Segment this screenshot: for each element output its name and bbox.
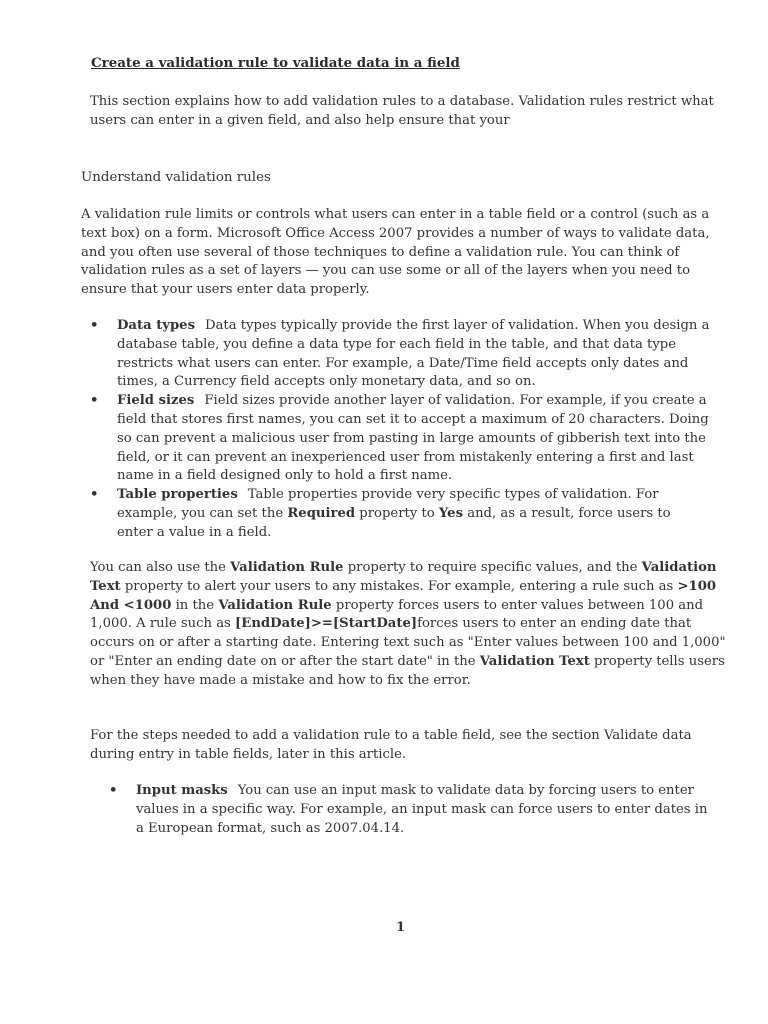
text-run: property to alert your users to any mistakes. For example, entering a rule such as: [124, 578, 674, 594]
page-number: 1: [396, 920, 406, 935]
text-run: property tells users when they have made a mistake and how to fix the error.: [90, 653, 725, 688]
input-masks-list: [109, 782, 719, 838]
list-item-field-sizes: [90, 392, 710, 486]
field-sizes-text: Field sizes provide another layer of validation. For example, if you create a field that stores first names, you can set it to accept a maximum of 20 characters. Doing so can prevent a malicious user from pasting in large amounts of gibberish text into the field, or it can prevent an inexperienced user from mistakenly entering a first and last name in a field designed only to hold a first name.: [117, 393, 709, 484]
steps-paragraph: For the steps needed to add a validation rule to a table field, see the section Validate data during entry in table fields, later in this article.: [90, 728, 692, 762]
list-item-input-masks: [109, 782, 719, 838]
validation-rule-paragraph: A validation rule limits or controls what users can enter in a table field or a control (such as a text box) on a form. Microsoft Office Access 2007 provides a number of ways to validate data, and you often use several of those techniques to define a validation rule. You can think of validation rules as a set of layers — you can use some or all of the layers when you need to ensure that your users enter data properly.: [81, 207, 710, 298]
data-types-text: Data types typically provide the first layer of validation. When you design a database table, you define a data type for each field in the table, and that data type restricts what users can enter. For example, a Date/Time field accepts only dates and times, a Currency field accepts only monetary data, and so on.: [117, 318, 710, 390]
term-field-sizes: Field sizes: [117, 393, 195, 409]
term-input-masks: Input masks: [136, 783, 228, 798]
term-table-properties: Table properties: [117, 487, 238, 503]
text-run: property forces users to enter values between 100 and 1,000. A rule such as: [90, 597, 704, 632]
bullet-marker: •: [90, 487, 99, 503]
list-item-table-properties: [90, 486, 710, 542]
validation-layers-list: [90, 317, 710, 543]
text-run: property to require specific values, and the: [347, 560, 638, 575]
yes-keyword: Yes: [438, 505, 463, 521]
validation-property-paragraph: [90, 559, 730, 691]
text-run: forces users to enter an ending date that occurs on or after a starting date. Entering text such as "Enter values between 100 and 1,000" or "Enter an ending date on or after the start date" in the: [90, 616, 726, 669]
bullet-marker: •: [90, 393, 99, 409]
section-heading: Understand validation rules: [81, 170, 271, 185]
table-properties-text-3: and, as a result, force users to enter a value in a field.: [117, 505, 671, 540]
intro-paragraph: This section explains how to add validation rules to a database. Validation rules restrict what users can enter in a given field, and also help ensure that your: [90, 94, 714, 128]
table-properties-text-2: property to: [359, 505, 435, 521]
date-expression: [EndDate]>=[StartDate]: [235, 616, 418, 632]
text-run: in the: [175, 597, 215, 613]
validation-text-keyword: Validation Text: [90, 560, 717, 594]
term-data-types: Data types: [117, 318, 195, 333]
list-item-data-types: [90, 317, 710, 392]
bullet-marker: •: [90, 318, 99, 333]
bullet-marker: •: [109, 783, 118, 798]
range-expression: >100 And <1000: [90, 578, 717, 613]
page-title: Create a validation rule to validate data in a field: [91, 55, 460, 71]
text-run: You can also use the: [90, 560, 226, 575]
validation-text-keyword: Validation Text: [479, 653, 590, 669]
validation-rule-keyword: Validation Rule: [218, 597, 332, 613]
table-properties-text-1: Table properties provide very specific types of validation. For example, you can set the: [117, 487, 659, 521]
required-keyword: Required: [287, 505, 356, 521]
validation-rule-keyword: Validation Rule: [230, 560, 344, 575]
input-masks-text: You can use an input mask to validate data by forcing users to enter values in a specific way. For example, an input mask can force users to enter dates in a European format, such as 2007.04.14.: [136, 783, 708, 836]
